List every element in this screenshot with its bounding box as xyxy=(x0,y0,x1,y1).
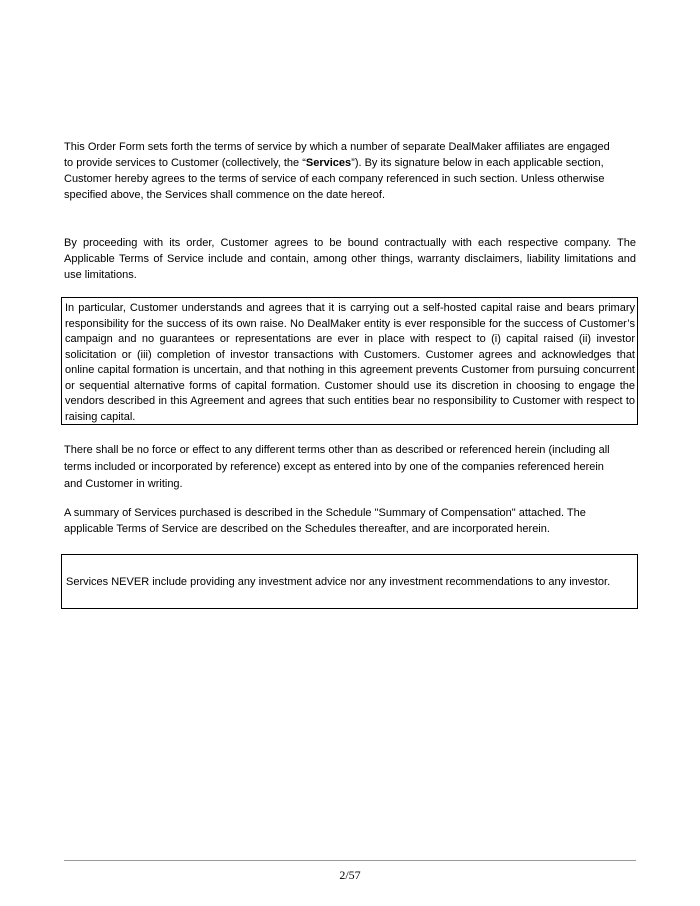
services-defined-term: Services xyxy=(305,157,352,169)
no-other-terms-line-1: There shall be no force or effect to any different terms other than as described or referenced herein (including all xyxy=(64,444,610,456)
summary-paragraph xyxy=(64,505,636,537)
intro-line-4: specified above, the Services shall commence on the date hereof. xyxy=(64,189,386,201)
intro-line-2 xyxy=(64,155,636,171)
summary-line-2: applicable Terms of Service are described on the Schedules thereafter, and are incorporated herein. xyxy=(64,523,550,535)
responsibility-box xyxy=(61,297,638,425)
intro-line-1: This Order Form sets forth the terms of service by which a number of separate DealMaker affiliates are engaged xyxy=(64,141,610,153)
no-other-terms-line-2: terms included or incorporated by reference) except as entered into by one of the companies referenced herein xyxy=(64,461,604,473)
intro-paragraph xyxy=(64,139,636,203)
summary-line-1: A summary of Services purchased is described in the Schedule "Summary of Compensation" attached. The xyxy=(64,507,586,519)
footer-divider xyxy=(64,860,636,861)
intro-line-3: Customer hereby agrees to the terms of service of each company referenced in such section. Unless otherwise xyxy=(64,173,605,185)
binding-paragraph: By proceeding with its order, Customer agrees to be bound contractually with each respective company. The Applicable Terms of Service include and contain, among other things, warranty disclaimers, liability limitations and use limitations. xyxy=(64,237,636,281)
page-number: 2/57 xyxy=(339,868,361,882)
advice-notice-text: Services NEVER include providing any investment advice nor any investment recommendations to any investor. xyxy=(66,576,611,588)
intro-line-2-end: ”). By its signature below in each applicable section, xyxy=(351,157,604,169)
no-other-terms-line-3: and Customer in writing. xyxy=(64,478,183,490)
no-other-terms-paragraph xyxy=(64,442,636,493)
advice-notice-box xyxy=(61,554,638,609)
responsibility-paragraph: In particular, Customer understands and agrees that it is carrying out a self-hosted capital raise and bears primary responsibility for the success of its own raise. No DealMaker entity is ever responsible for the success of Customer’s campaign and no guarantees or representations are ever in place with respect to (i) capital raised (ii) investor solicitation or (iii) completion of investor transactions with Customers. Customer agrees and acknowledges that online capital formation is uncertain, and that nothing in this agreement prevents Customer from pursuing concurrent or sequential alternative forms of capital formation. Customer should use its discretion in choosing to engage the vendors described in this Agreement and agrees that such entities bear no responsibility to Customer with respect to raising capital. xyxy=(65,302,635,423)
intro-line-2-start: to provide services to Customer (collectively, the “ xyxy=(64,157,306,169)
